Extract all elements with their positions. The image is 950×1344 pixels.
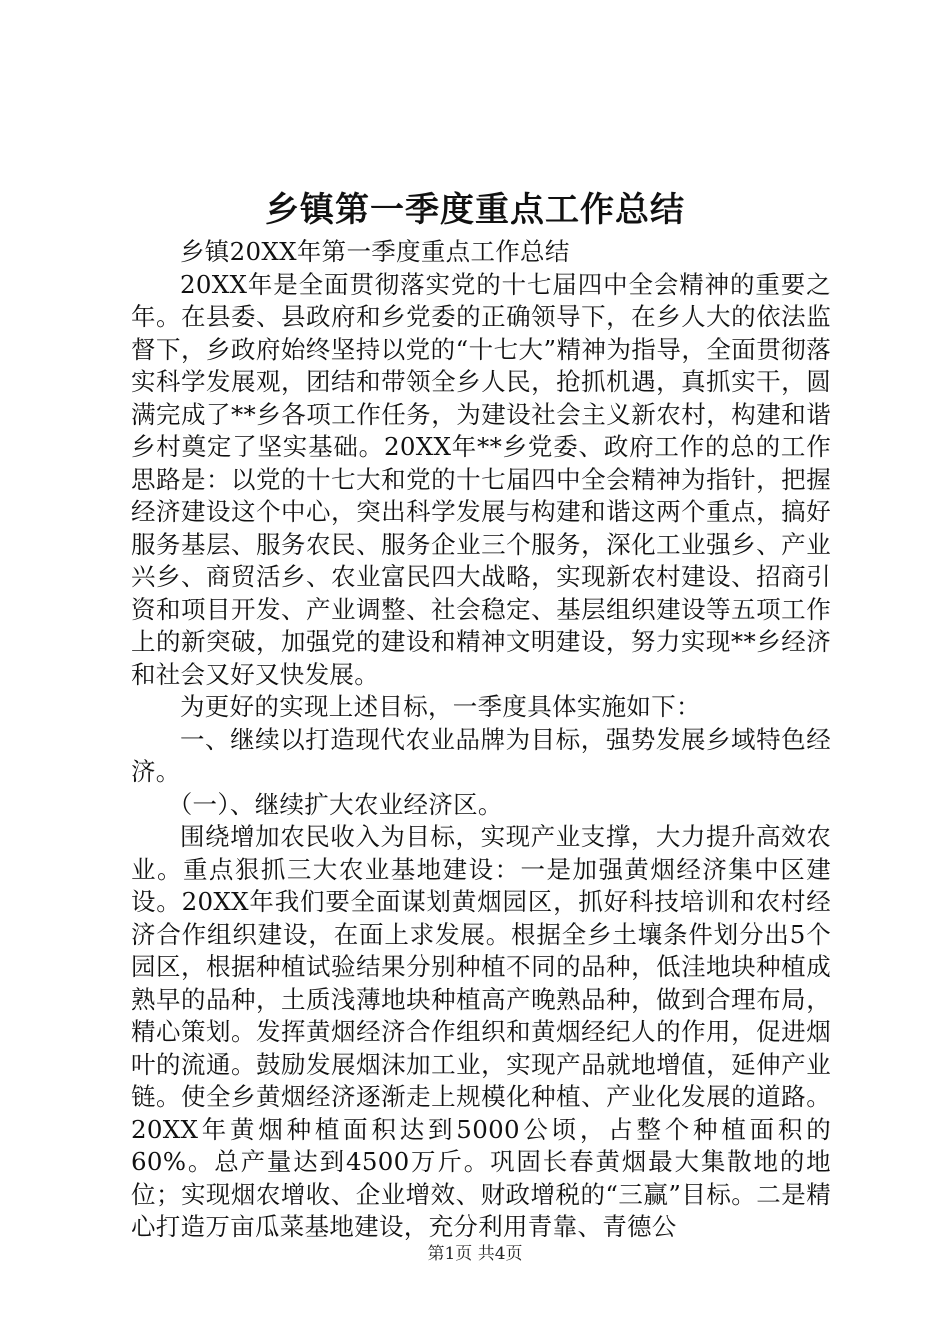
page-footer: 第1页 共4页 bbox=[427, 1244, 523, 1264]
goal-paragraph: 为更好的实现上述目标，一季度具体实施如下： bbox=[180, 692, 701, 721]
document-body bbox=[131, 236, 831, 1244]
intro-paragraph: 20XX年是全面贯彻落实党的十七届四中全会精神的重要之年。在县委、县政府和乡党委的正确领导下，在乡人大的依法监督下，乡政府始终坚持以党的“十七大”精神为指导，全面贯彻落实科学发展观，团结和带领全乡人民，抢抓机遇，真抓实干，圆满完成了**乡各项工作任务，为建设社会主义新农村，构建和谐乡村奠定了坚实基础。20XX年**乡党委、政府工作的总的工作思路是：以党的十七大和党的十七届四中全会精神为指针，把握经济建设这个中心，突出科学发展与构建和谐这两个重点，搞好服务基层、服务农民、服务企业三个服务，深化工业强乡、产业兴乡、商贸活乡、农业富民四大战略，实现新农村建设、招商引资和项目开发、产业调整、社会稳定、基层组织建设等五项工作上的新突破，加强党的建设和精神文明建设，努力实现**乡经济和社会又好又快发展。 bbox=[131, 269, 831, 689]
body-paragraph: 围绕增加农民收入为目标，实现产业支撑，大力提升高效农业。重点狠抓三大农业基地建设：一是加强黄烟经济集中区建设。20XX年我们要全面谋划黄烟园区，抓好科技培训和农村经济合作组织建设，在面上求发展。根据全乡土壤条件划分出5个园区，根据种植试验结果分别种植不同的品种，低洼地块种植成熟早的品种，土质浅薄地块种植高产晚熟品种，做到合理布局，精心策划。发挥黄烟经济合作组织和黄烟经纪人的作用，促进烟叶的流通。鼓励发展烟沫加工业，实现产品就地增值，延伸产业链。使全乡黄烟经济逐渐走上规模化种植、产业化发展的道路。20XX年黄烟种植面积达到5000公顷，占整个种植面积的60%。总产量达到4500万斤。巩固长春黄烟最大集散地的地位；实现烟农增收、企业增效、财政增税的“三赢”目标。二是精心打造万亩瓜菜基地建设，充分利用青靠、青德公 bbox=[131, 822, 832, 1241]
subtitle-paragraph: 乡镇20XX年第一季度重点工作总结 bbox=[180, 237, 570, 266]
subsection-heading-1: （一）、继续扩大农业经济区。 bbox=[167, 789, 503, 819]
section-heading-1: 一、继续以打造现代农业品牌为目标，强势发展乡域特色经济。 bbox=[131, 724, 831, 786]
document-title: 乡镇第一季度重点工作总结 bbox=[265, 190, 685, 230]
